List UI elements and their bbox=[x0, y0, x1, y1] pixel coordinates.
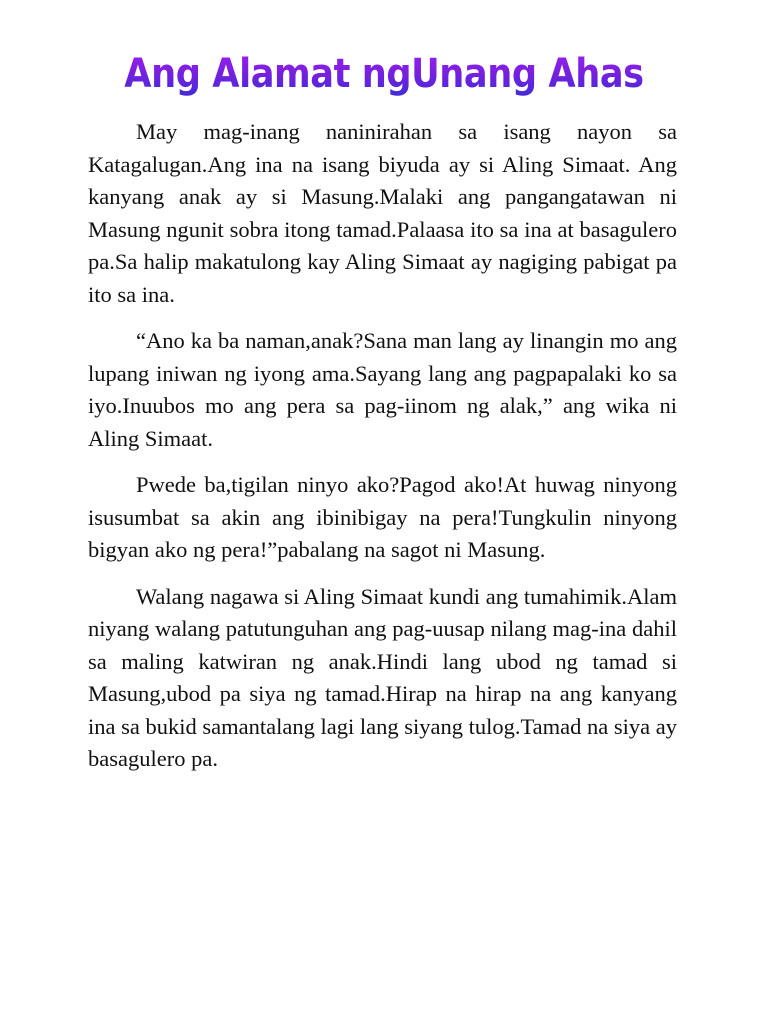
document-title: Ang Alamat ngUnang Ahas bbox=[46, 48, 722, 100]
paragraph-3: Pwede ba,tigilan ninyo ako?Pagod ako!At huwag ninyong isusumbat sa akin ang ibinibigay na pera!Tungkulin ninyong bigyan ako ng pera!”pabalang na sagot ni Masung. bbox=[88, 472, 677, 562]
paragraph-2: “Ano ka ba naman,anak?Sana man lang ay linangin mo ang lupang iniwan ng iyong ama.Sayang lang ang pagpapalaki ko sa iyo.Inuubos mo ang pera sa pag-iinom ng alak,” ang wika ni Aling Simaat. bbox=[88, 328, 677, 451]
paragraph-4: Walang nagawa si Aling Simaat kundi ang tumahimik.Alam niyang walang patutunguhan ang pag-uusap nilang mag-ina dahil sa maling katwiran ng anak.Hindi lang ubod ng tamad si Masung,ubod pa siya ng tamad.Hirap na hirap na ang kanyang ina sa bukid samantalang lagi lang siyang tulog.Tamad na siya ay basagulero pa. bbox=[88, 583, 677, 771]
document-body bbox=[88, 116, 677, 790]
paragraph-1: May mag-inang naninirahan sa isang nayon sa Katagalugan.Ang ina na isang biyuda ay si Aling Simaat. Ang kanyang anak ay si Masung.Malaki ang pangangatawan ni Masung ngunit sobra itong tamad.Palaasa ito sa ina at basagulero pa.Sa halip makatulong kay Aling Simaat ay nagiging pabigat pa ito sa ina. bbox=[88, 119, 677, 307]
